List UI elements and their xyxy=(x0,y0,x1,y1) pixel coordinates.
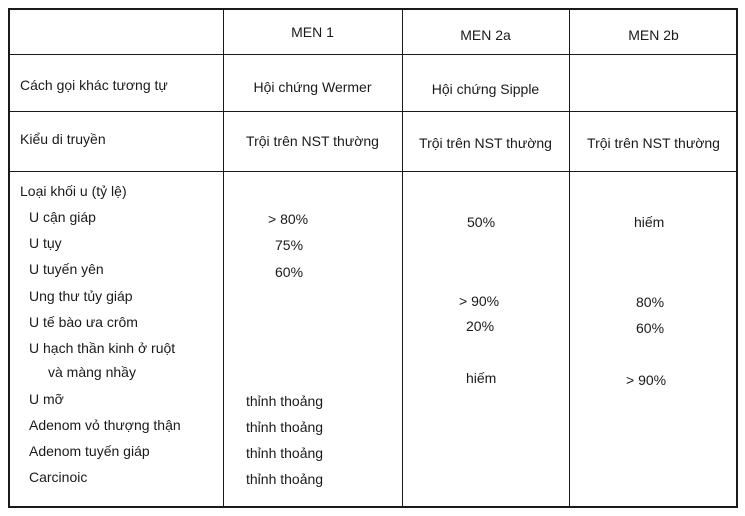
tumor-section-label: Loại khối u (tỷ lệ) xyxy=(20,183,127,199)
column-divider xyxy=(569,10,570,506)
alias-men1: Hội chứng Wermer xyxy=(253,79,372,95)
inheritance-men1: Trội trên NST thường xyxy=(246,133,379,149)
men1-value: 60% xyxy=(275,264,304,280)
tumor-label-continued: và màng nhầy xyxy=(48,364,136,380)
row-label-inheritance: Kiểu di truyền xyxy=(20,131,106,147)
men1-value: thỉnh thoảng xyxy=(246,445,324,461)
men2a-value: 20% xyxy=(466,318,495,334)
men-comparison-table xyxy=(8,8,738,508)
men1-value: 75% xyxy=(275,237,304,253)
men2a-value: > 90% xyxy=(459,293,500,309)
tumor-label: Adenom vỏ thượng thận xyxy=(29,417,181,433)
inheritance-men2b: Trội trên NST thường xyxy=(587,135,720,151)
row-divider xyxy=(10,171,736,172)
men1-value: thỉnh thoảng xyxy=(246,471,324,487)
row-divider xyxy=(10,111,736,112)
men2b-value: hiếm xyxy=(634,214,665,230)
tumor-label: Adenom tuyến giáp xyxy=(29,443,150,459)
tumor-label: Carcinoic xyxy=(29,469,88,485)
tumor-label: Ung thư tủy giáp xyxy=(29,288,133,304)
men1-value: thỉnh thoảng xyxy=(246,393,324,409)
header-men2a: MEN 2a xyxy=(460,27,511,43)
row-divider xyxy=(10,54,736,55)
alias-men2a: Hội chứng Sipple xyxy=(431,81,540,97)
tumor-label: U hạch thần kinh ở ruột xyxy=(29,340,176,356)
header-men1: MEN 1 xyxy=(291,24,334,40)
men2b-value: 80% xyxy=(636,294,665,310)
men1-value: thỉnh thoảng xyxy=(246,419,324,435)
men2b-value: > 90% xyxy=(626,372,667,388)
men2a-value: hiếm xyxy=(466,370,497,386)
row-label-alias: Cách gọi khác tương tự xyxy=(20,77,168,93)
inheritance-men2a: Trội trên NST thường xyxy=(419,135,552,151)
header-men2b: MEN 2b xyxy=(628,27,679,43)
tumor-label: U tế bào ưa crôm xyxy=(29,314,138,330)
men2a-value: 50% xyxy=(467,214,496,230)
tumor-label: U cận giáp xyxy=(29,209,96,225)
tumor-label: U tụy xyxy=(29,235,62,251)
men1-value: > 80% xyxy=(268,211,309,227)
tumor-label: U mỡ xyxy=(29,391,64,407)
tumor-label: U tuyến yên xyxy=(29,261,104,277)
men2b-value: 60% xyxy=(636,320,665,336)
